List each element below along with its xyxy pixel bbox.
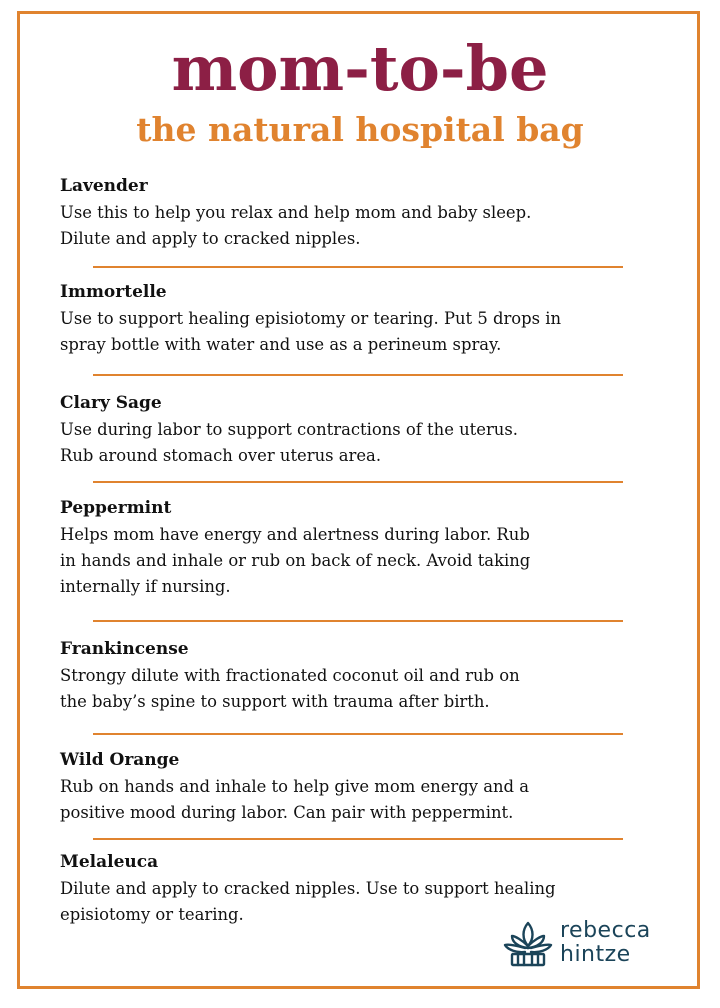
entry-title: Frankincense (60, 639, 189, 659)
entry-line: Dilute and apply to cracked nipples. Use to support healing (60, 879, 556, 898)
brand-name (560, 919, 651, 967)
entry-line: Use to support healing episiotomy or tearing. Put 5 drops in (60, 309, 562, 328)
entry-line: Dilute and apply to cracked nipples. (60, 229, 361, 248)
divider (93, 620, 623, 622)
entry-line: internally if nursing. (60, 577, 231, 596)
entry-line: spray bottle with water and use as a perineum spray. (60, 335, 502, 354)
entry-line: in hands and inhale or rub on back of neck. Avoid taking (60, 551, 531, 570)
entry-peppermint (60, 496, 668, 600)
divider (93, 374, 623, 376)
entry-description (60, 522, 668, 600)
entry-description (60, 417, 668, 469)
page-subtitle: the natural hospital bag (136, 110, 584, 149)
entry-title: Peppermint (60, 498, 172, 518)
brand-logo (503, 917, 673, 973)
entry-title: Wild Orange (60, 750, 180, 770)
divider (93, 838, 623, 840)
entry-description (60, 774, 668, 826)
entry-description (60, 200, 668, 252)
brand-name-line1: rebecca (560, 918, 651, 943)
entry-line: Rub on hands and inhale to help give mom energy and a (60, 777, 530, 796)
entry-line: Strongy dilute with fractionated coconut oil and rub on (60, 666, 520, 685)
entry-frankincense (60, 637, 668, 715)
divider (93, 481, 623, 483)
divider (93, 266, 623, 268)
entry-description (60, 663, 668, 715)
entry-immortelle (60, 280, 668, 358)
entry-line: episiotomy or tearing. (60, 905, 244, 924)
entry-line: Use this to help you relax and help mom and baby sleep. (60, 203, 532, 222)
entry-title: Clary Sage (60, 393, 162, 413)
entry-wild-orange (60, 748, 668, 826)
entry-lavender (60, 174, 668, 252)
entry-line: Use during labor to support contractions of the uterus. (60, 420, 518, 439)
page-title: mom-to-be (171, 32, 549, 105)
lotus-icon (503, 919, 553, 969)
entry-clary-sage (60, 391, 668, 469)
entry-title: Lavender (60, 176, 148, 196)
divider (93, 733, 623, 735)
entry-line: the baby’s spine to support with trauma after birth. (60, 692, 490, 711)
entry-title: Immortelle (60, 282, 167, 302)
entry-line: positive mood during labor. Can pair with peppermint. (60, 803, 514, 822)
entry-title: Melaleuca (60, 852, 159, 872)
entry-line: Rub around stomach over uterus area. (60, 446, 382, 465)
brand-name-line2: hintze (560, 942, 631, 967)
entry-line: Helps mom have energy and alertness during labor. Rub (60, 525, 530, 544)
entry-description (60, 306, 668, 358)
